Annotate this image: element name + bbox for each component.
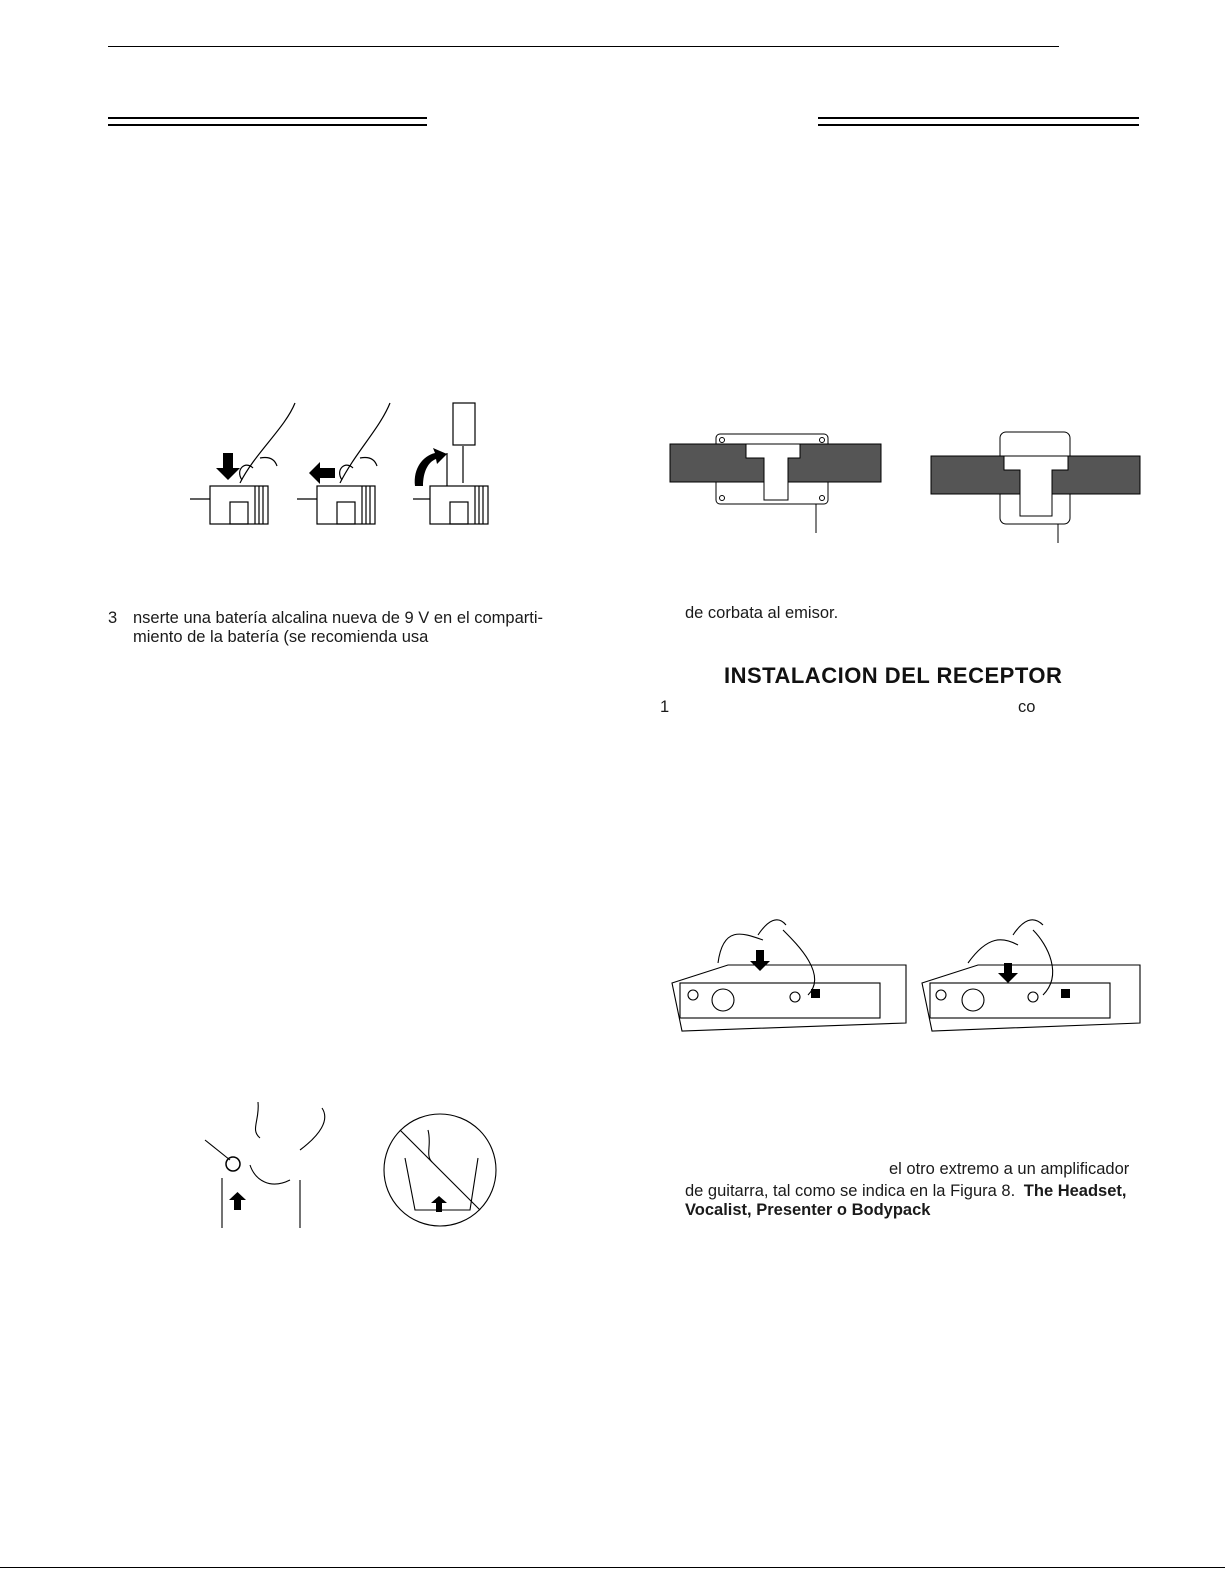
microphone-placement-illustration [200,1100,500,1230]
step3-line2: miento de la batería (se recomienda usa [133,628,429,646]
guitar-line3: Vocalist, Presenter o Bodypack [685,1201,931,1219]
footer-rule [0,1567,1225,1568]
receiver-step-fragment: co [1018,698,1036,716]
guitar-line2 [685,1182,1126,1201]
belt-clip-illustration [668,428,1148,553]
header-rule [108,46,1059,47]
receiver-step-number: 1 [660,698,670,716]
guitar-line1: el otro extremo a un amplificador [889,1160,1130,1178]
receiver-illustration [668,905,1146,1035]
step3-line1: nserte una batería alcalina nueva de 9 V en el comparti- [133,609,544,627]
battery-illustration [185,398,495,538]
guitar-line2-regular: de guitarra, tal como se indica en la Figura 8. [685,1182,1016,1200]
receiver-heading: INSTALACION DEL RECEPTOR [724,663,1063,688]
guitar-line2-bold: The Headset, [1023,1182,1127,1200]
step-number: 3 [108,609,118,627]
lavalier-text: de corbata al emisor. [685,604,839,622]
